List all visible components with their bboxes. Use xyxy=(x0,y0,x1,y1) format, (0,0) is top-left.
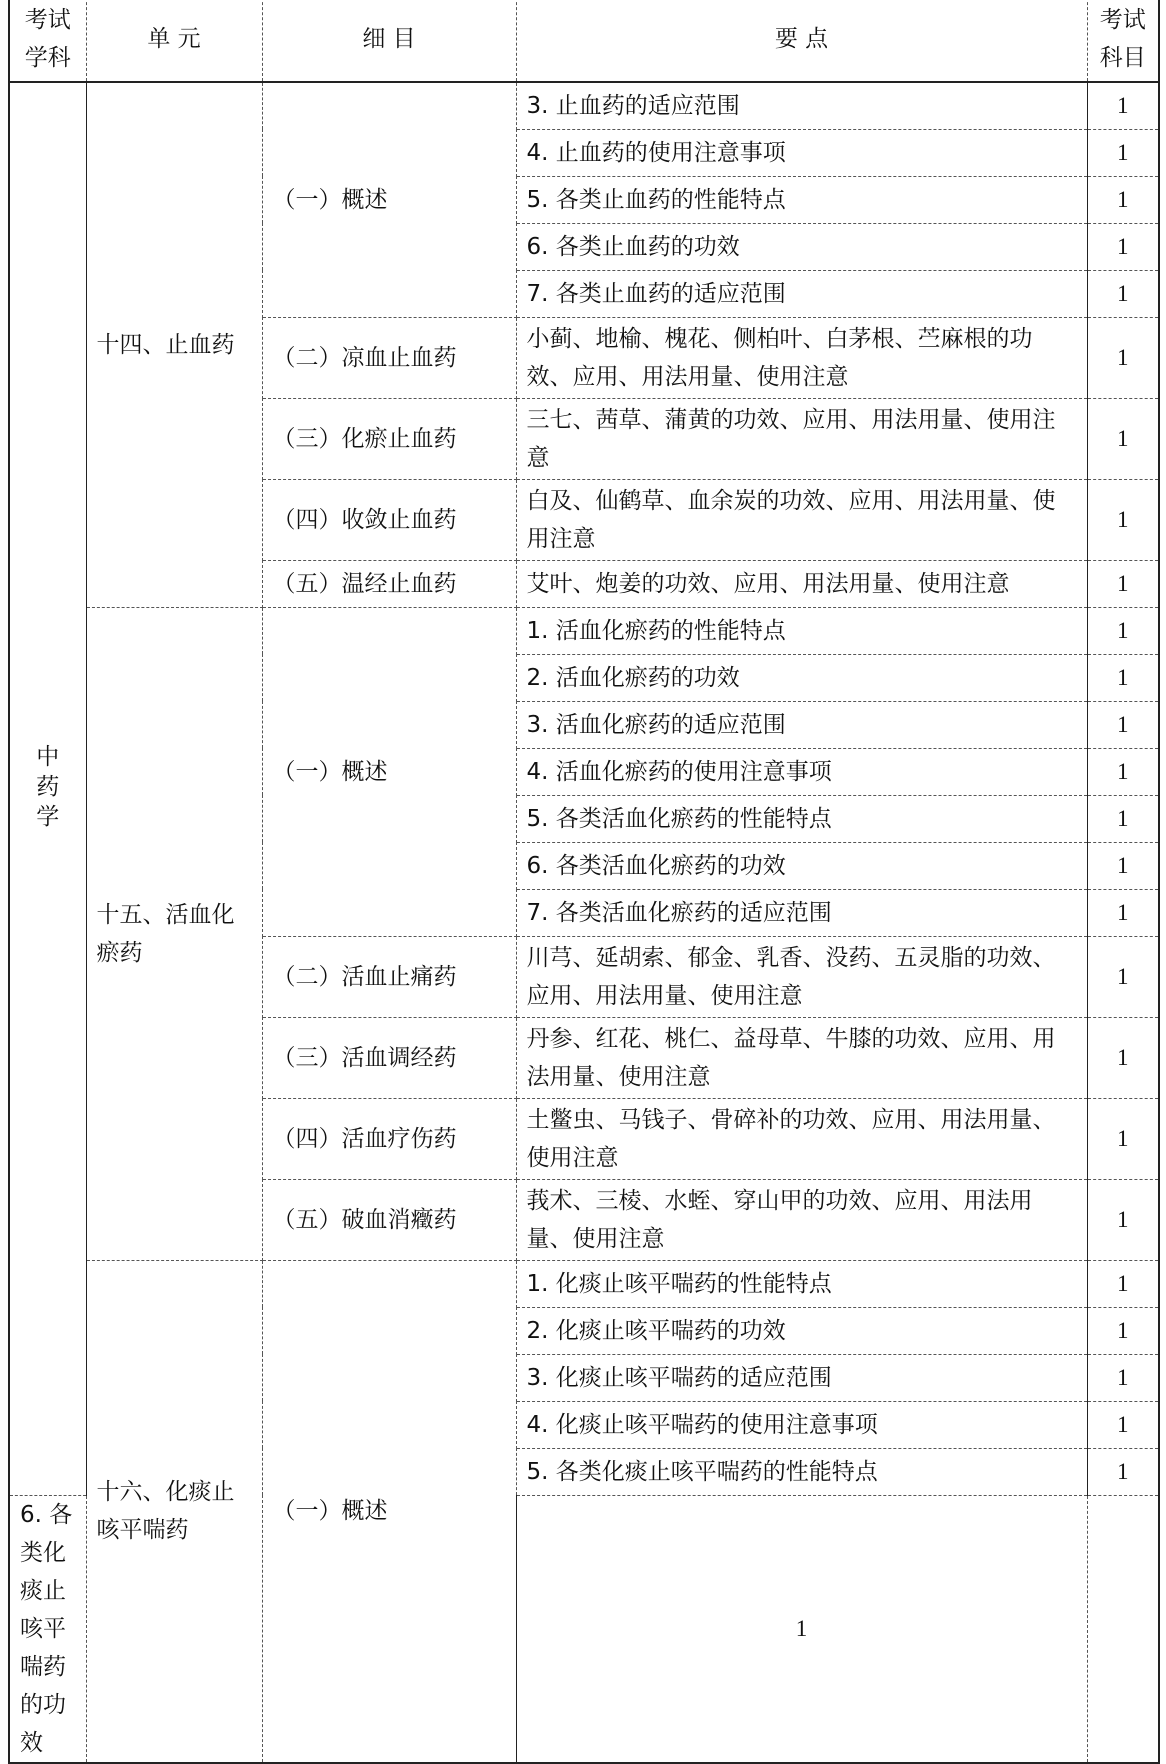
syllabus-table xyxy=(8,0,1160,1764)
detail-cell: （一）概述 xyxy=(262,1260,516,1763)
level-cell: 1 xyxy=(1087,398,1159,479)
point-cell: 5. 各类化痰止咳平喘药的性能特点 xyxy=(516,1448,1087,1495)
detail-cell: （五）温经止血药 xyxy=(262,560,516,607)
point-cell: 三七、茜草、蒲黄的功效、应用、用法用量、使用注意 xyxy=(516,398,1087,479)
level-cell: 1 xyxy=(1087,560,1159,607)
header-subject: 考试学科 xyxy=(9,0,86,82)
point-cell: 3. 化痰止咳平喘药的适应范围 xyxy=(516,1354,1087,1401)
header-points: 要 点 xyxy=(516,0,1087,82)
detail-cell: （五）破血消癥药 xyxy=(262,1179,516,1260)
level-cell: 1 xyxy=(1087,1448,1159,1495)
level-cell: 1 xyxy=(1087,129,1159,176)
unit-cell: 十六、化痰止咳平喘药 xyxy=(86,1260,262,1763)
level-cell: 1 xyxy=(1087,223,1159,270)
unit-cell: 十四、止血药 xyxy=(86,82,262,607)
detail-cell: （三）活血调经药 xyxy=(262,1017,516,1098)
level-cell: 1 xyxy=(1087,270,1159,317)
point-cell: 4. 活血化瘀药的使用注意事项 xyxy=(516,748,1087,795)
level-cell: 1 xyxy=(1087,654,1159,701)
level-cell: 1 xyxy=(1087,317,1159,398)
level-cell: 1 xyxy=(1087,701,1159,748)
point-cell: 2. 化痰止咳平喘药的功效 xyxy=(516,1307,1087,1354)
point-cell: 7. 各类活血化瘀药的适应范围 xyxy=(516,889,1087,936)
point-cell: 丹参、红花、桃仁、益母草、牛膝的功效、应用、用法用量、使用注意 xyxy=(516,1017,1087,1098)
point-cell: 6. 各类化痰止咳平喘药的功效 xyxy=(9,1495,86,1763)
level-cell: 1 xyxy=(1087,1098,1159,1179)
point-cell: 5. 各类止血药的性能特点 xyxy=(516,176,1087,223)
level-cell: 1 xyxy=(1087,1179,1159,1260)
point-cell: 莪术、三棱、水蛭、穿山甲的功效、应用、用法用量、使用注意 xyxy=(516,1179,1087,1260)
detail-cell: （二）活血止痛药 xyxy=(262,936,516,1017)
subject-cell xyxy=(9,82,86,1495)
table-row xyxy=(9,82,1159,129)
header-detail: 细 目 xyxy=(262,0,516,82)
level-cell: 1 xyxy=(1087,82,1159,129)
point-cell: 5. 各类活血化瘀药的性能特点 xyxy=(516,795,1087,842)
point-cell: 6. 各类止血药的功效 xyxy=(516,223,1087,270)
header-unit: 单 元 xyxy=(86,0,262,82)
point-cell: 1. 活血化瘀药的性能特点 xyxy=(516,607,1087,654)
point-cell: 白及、仙鹤草、血余炭的功效、应用、用法用量、使用注意 xyxy=(516,479,1087,560)
point-cell: 川芎、延胡索、郁金、乳香、没药、五灵脂的功效、应用、用法用量、使用注意 xyxy=(516,936,1087,1017)
point-cell: 1. 化痰止咳平喘药的性能特点 xyxy=(516,1260,1087,1307)
unit-cell: 十五、活血化瘀药 xyxy=(86,607,262,1260)
level-cell: 1 xyxy=(1087,176,1159,223)
level-cell: 1 xyxy=(1087,889,1159,936)
level-cell: 1 xyxy=(1087,1354,1159,1401)
detail-cell: （四）活血疗伤药 xyxy=(262,1098,516,1179)
point-cell: 6. 各类活血化瘀药的功效 xyxy=(516,842,1087,889)
detail-cell: （四）收敛止血药 xyxy=(262,479,516,560)
point-cell: 4. 化痰止咳平喘药的使用注意事项 xyxy=(516,1401,1087,1448)
detail-cell: （一）概述 xyxy=(262,82,516,317)
level-cell: 1 xyxy=(1087,936,1159,1017)
point-cell: 7. 各类止血药的适应范围 xyxy=(516,270,1087,317)
detail-cell: （三）化瘀止血药 xyxy=(262,398,516,479)
point-cell: 艾叶、炮姜的功效、应用、用法用量、使用注意 xyxy=(516,560,1087,607)
table-row xyxy=(9,607,1159,654)
header-level: 考试科目 xyxy=(1087,0,1159,82)
subject-label: 中药学 xyxy=(36,743,60,830)
level-cell: 1 xyxy=(516,1495,1087,1763)
level-cell: 1 xyxy=(1087,795,1159,842)
detail-cell: （一）概述 xyxy=(262,607,516,936)
point-cell: 2. 活血化瘀药的功效 xyxy=(516,654,1087,701)
level-cell: 1 xyxy=(1087,607,1159,654)
point-cell: 3. 止血药的适应范围 xyxy=(516,82,1087,129)
level-cell: 1 xyxy=(1087,1260,1159,1307)
level-cell: 1 xyxy=(1087,1017,1159,1098)
point-cell: 土鳖虫、马钱子、骨碎补的功效、应用、用法用量、使用注意 xyxy=(516,1098,1087,1179)
level-cell: 1 xyxy=(1087,479,1159,560)
point-cell: 3. 活血化瘀药的适应范围 xyxy=(516,701,1087,748)
level-cell: 1 xyxy=(1087,842,1159,889)
level-cell: 1 xyxy=(1087,1401,1159,1448)
level-cell: 1 xyxy=(1087,748,1159,795)
header-row xyxy=(9,0,1159,82)
table-row xyxy=(9,1260,1159,1307)
point-cell: 小蓟、地榆、槐花、侧柏叶、白茅根、苎麻根的功效、应用、用法用量、使用注意 xyxy=(516,317,1087,398)
point-cell: 4. 止血药的使用注意事项 xyxy=(516,129,1087,176)
level-cell: 1 xyxy=(1087,1307,1159,1354)
detail-cell: （二）凉血止血药 xyxy=(262,317,516,398)
